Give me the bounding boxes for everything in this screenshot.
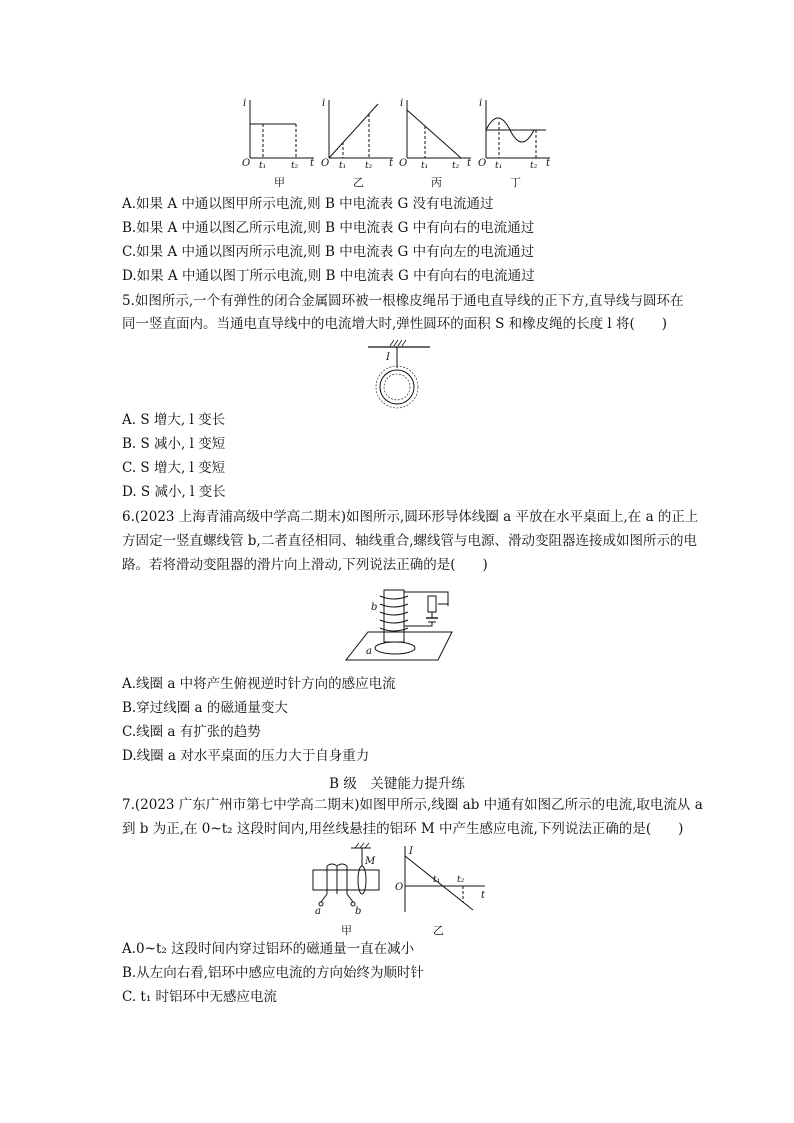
section-b-heading: B 级 关键能力提升练 (329, 776, 465, 792)
axis-i-label: i (322, 98, 326, 109)
q5-option-d: D. S 减小, l 变长 (122, 484, 226, 500)
q5-option-b: B. S 减小, l 变短 (122, 436, 226, 452)
q6-option-c: C.线圈 a 有扩张的趋势 (122, 724, 261, 740)
q7-figure (305, 842, 495, 938)
q7-option-c: C. t₁ 时铝环中无感应电流 (122, 989, 278, 1005)
origin-label: O (321, 158, 330, 169)
q6-solenoid-figure (340, 582, 460, 664)
q5-option-a: A. S 增大, l 变长 (122, 412, 226, 428)
q6-option-b: B.穿过线圈 a 的磁通量变大 (122, 700, 288, 716)
q4-option-d: D.如果 A 中通以图丁所示电流,则 B 中电流表 G 中有向右的电流通过 (122, 268, 535, 284)
origin-label: O (478, 158, 487, 169)
q6-stem-line1: 6.(2023 上海青浦高级中学高二期末)如图所示,圆环形导体线圈 a 平放在水平桌面上,在 a 的正上 (122, 509, 699, 525)
q7-stem-line1: 7.(2023 广东广州市第七中学高二期末)如图甲所示,线圈 ab 中通有如图乙所示的电流,取电流从 a (122, 797, 703, 813)
t2-label: t₂ (530, 161, 538, 171)
q6-coil-b-label: b (371, 602, 378, 613)
q5-option-c: C. S 增大, l 变短 (122, 460, 226, 476)
q7-t1-label: t₁ (433, 875, 441, 885)
q7-terminal-a-label: a (315, 906, 321, 917)
origin-label: O (242, 158, 251, 169)
q7-axis-t-label: t (481, 890, 486, 901)
q6-option-a: A.线圈 a 中将产生俯视逆时针方向的感应电流 (122, 676, 396, 692)
q4-option-b: B.如果 A 中通以图乙所示电流,则 B 中电流表 G 中有向右的电流通过 (122, 220, 535, 236)
t2-label: t₂ (365, 161, 373, 171)
q7-axis-i-label: I (409, 846, 413, 857)
q5-stem-line2: 同一竖直面内。当通电直导线中的电流增大时,弹性圆环的面积 S 和橡皮绳的长度 l 将( ) (122, 316, 668, 332)
q5-current-label: I (386, 352, 390, 363)
axis-t-label: t (310, 158, 315, 169)
t2-label: t₂ (452, 161, 460, 171)
q5-ring-figure (364, 336, 434, 412)
q6-coil-a-label: a (366, 646, 372, 657)
q7-terminal-b-label: b (355, 906, 362, 917)
axis-t-label: t (546, 158, 551, 169)
q6-option-d: D.线圈 a 对水平桌面的压力大于自身重力 (122, 748, 370, 764)
q7-t2-label: t₂ (457, 875, 465, 885)
axis-i-label: i (243, 98, 247, 109)
axis-t-label: t (467, 158, 472, 169)
t2-label: t₂ (291, 161, 299, 171)
graph-label-jia: 甲 (274, 176, 285, 189)
graph-label-yi: 乙 (353, 176, 364, 189)
graph-label-bing: 丙 (431, 176, 442, 189)
axis-i-label: i (400, 98, 404, 109)
t1-label: t₁ (339, 161, 347, 171)
t1-label: t₁ (495, 161, 503, 171)
t1-label: t₁ (259, 161, 267, 171)
q7-label-yi: 乙 (433, 924, 444, 937)
q7-stem-line2: 到 b 为正,在 0~t₂ 这段时间内,用丝线悬挂的铝环 M 中产生感应电流,下列说法正确的是( ) (122, 821, 684, 837)
axis-t-label: t (389, 158, 394, 169)
q4-option-c: C.如果 A 中通以图丙所示电流,则 B 中电流表 G 中有向左的电流通过 (122, 244, 535, 260)
q4-option-a: A.如果 A 中通以图甲所示电流,则 B 中电流表 G 没有电流通过 (122, 196, 494, 212)
q6-stem-line3: 路。若将滑动变阻器的滑片向上滑动,下列说法正确的是( ) (122, 557, 488, 573)
q5-stem-line1: 5.如图所示,一个有弹性的闭合金属圆环被一根橡皮绳吊于通电直导线的正下方,直导线与圆环在 (122, 293, 684, 309)
q7-label-jia: 甲 (341, 924, 352, 937)
q7-origin-label: O (395, 882, 404, 893)
q7-ring-m-label: M (365, 856, 376, 867)
t1-label: t₁ (421, 161, 429, 171)
current-graphs-figure (236, 94, 566, 190)
q7-option-b: B.从左向右看,铝环中感应电流的方向始终为顺时针 (122, 965, 425, 981)
q7-option-a: A.0~t₂ 这段时间内穿过铝环的磁通量一直在减小 (122, 941, 415, 957)
origin-label: O (399, 158, 408, 169)
q6-stem-line2: 方固定一竖直螺线管 b,二者直径相同、轴线重合,螺线管与电源、滑动变阻器连接成如图所示的电 (122, 533, 698, 549)
axis-i-label: i (479, 98, 483, 109)
graph-label-ding: 丁 (510, 176, 521, 189)
